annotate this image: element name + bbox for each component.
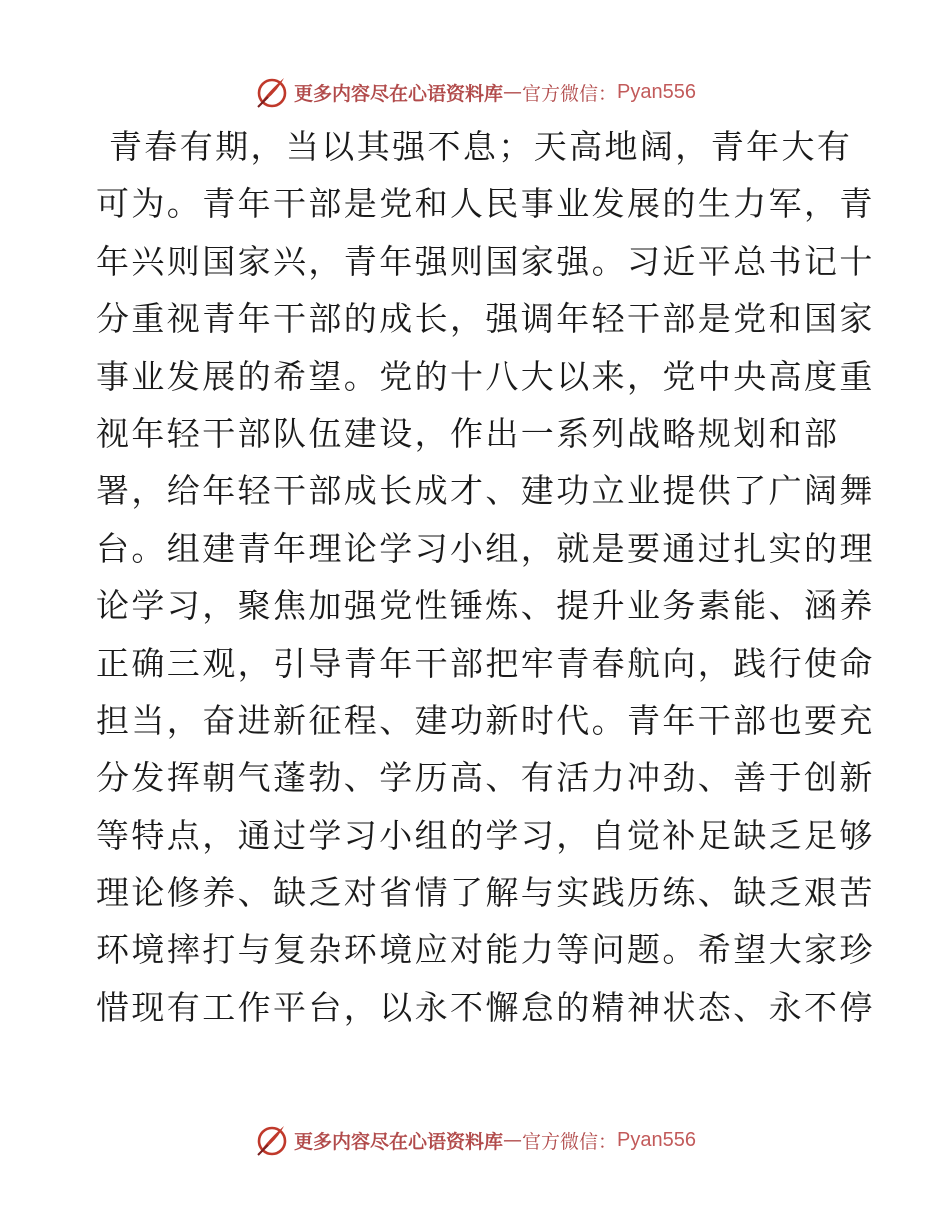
body-line: 青春有期，当以其强不息；天高地阔，青年大有	[96, 127, 853, 166]
footer-banner	[0, 1120, 950, 1160]
body-line: 正确三观，引导青年干部把牢青春航向，践行使命	[96, 643, 875, 683]
body-line: 环境摔打与复杂环境应对能力等问题。希望大家珍	[96, 930, 875, 970]
site-name: 更多内容尽在心语资料库	[294, 82, 504, 105]
body-line: 等特点，通过学习小组的学习，自觉补足缺乏足够	[96, 815, 875, 855]
site-name: 更多内容尽在心语资料库	[294, 1130, 504, 1153]
body-line: 分发挥朝气蓬勃、学历高、有活力冲劲、善于创新	[96, 758, 875, 798]
body-line: 年兴则国家兴，青年强则国家强。习近平总书记十	[96, 241, 875, 281]
wechat-label: 官方微信：	[522, 82, 618, 105]
separator-dash: —	[503, 1129, 523, 1151]
quill-logo-icon	[254, 1122, 290, 1158]
separator-dash: —	[503, 81, 523, 103]
wechat-id: Pyan556	[617, 80, 696, 103]
body-line: 可为。青年干部是党和人民事业发展的生力军，青	[96, 184, 875, 224]
wechat-label: 官方微信：	[522, 1130, 618, 1153]
body-line: 视年轻干部队伍建设，作出一系列战略规划和部	[96, 413, 840, 453]
body-line: 署，给年轻干部成长成才、建功立业提供了广阔舞	[96, 471, 875, 511]
document-body	[96, 118, 875, 1036]
body-line: 论学习，聚焦加强党性锤炼、提升业务素能、涵养	[96, 586, 875, 626]
quill-logo-icon	[254, 74, 290, 110]
body-line: 事业发展的希望。党的十八大以来，党中央高度重	[96, 356, 875, 396]
header-banner	[0, 72, 950, 112]
body-line: 分重视青年干部的成长，强调年轻干部是党和国家	[96, 299, 875, 339]
body-line: 担当，奋进新征程、建功新时代。青年干部也要充	[96, 700, 875, 740]
wechat-id: Pyan556	[617, 1128, 696, 1151]
body-line: 台。组建青年理论学习小组，就是要通过扎实的理	[96, 528, 875, 568]
body-line: 惜现有工作平台，以永不懈怠的精神状态、永不停	[96, 987, 875, 1027]
body-line: 理论修养、缺乏对省情了解与实践历练、缺乏艰苦	[96, 873, 875, 913]
